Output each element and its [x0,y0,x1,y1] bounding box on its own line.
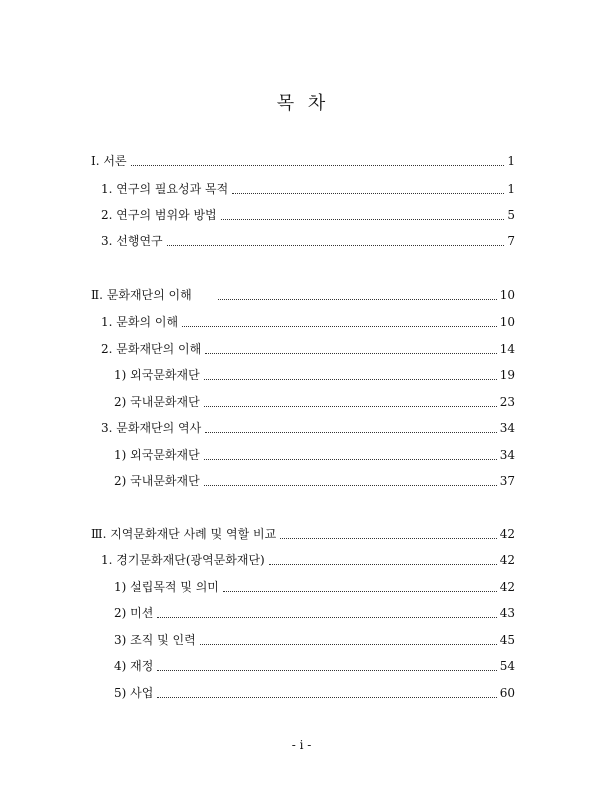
toc-entry-page: 43 [499,606,515,620]
toc-entry-label: 1. 문화의 이해 [101,315,179,329]
toc-entry-page: 7 [507,234,515,248]
toc-entry-label: Ⅱ. 문화재단의 이해 [91,288,192,302]
dot-leader [221,218,505,220]
toc-entry-label: 3. 문화재단의 역사 [101,421,202,435]
toc-entry-label: 1) 외국문화재단 [114,448,200,462]
toc-entry-page: 5 [507,208,515,222]
toc-entry-3-1-2[interactable] [114,605,515,621]
toc-entry-page: 45 [499,633,515,647]
toc-entry-3-1[interactable] [101,552,515,568]
toc-entry-2-2[interactable] [101,341,515,357]
toc-entry-label: 2. 문화재단의 이해 [101,342,202,356]
toc-entry-label: 1. 연구의 필요성과 목적 [101,182,229,196]
page-number-footer: - i - [291,738,312,752]
dot-leader [182,325,497,327]
toc-entry-page: 37 [499,474,515,488]
toc-entry-chapter-1[interactable] [91,153,515,169]
dot-leader [204,458,497,460]
toc-entry-page: 14 [499,342,515,356]
toc-entry-label: 2) 국내문화재단 [114,395,200,409]
dot-leader [204,484,497,486]
toc-entry-label: Ⅲ. 지역문화재단 사례 및 역할 비교 [91,527,277,541]
toc-entry-page: 42 [499,553,515,567]
toc-entry-label: 1) 외국문화재단 [114,368,200,382]
dot-leader [157,616,496,618]
dot-leader [167,244,505,246]
dot-leader [131,164,505,166]
toc-entry-1-3[interactable] [101,233,515,249]
dot-leader [280,537,497,539]
toc-entry-label: 4) 재정 [114,659,154,673]
toc-entry-page: 10 [499,315,515,329]
toc-entry-2-3-1[interactable] [114,447,515,463]
toc-entry-2-2-2[interactable] [114,394,515,410]
toc-entry-label: 3) 조직 및 인력 [114,633,196,647]
toc-entry-2-1[interactable] [101,314,515,330]
dot-leader [157,696,496,698]
toc-entry-chapter-3[interactable] [91,526,515,542]
toc-entry-2-3[interactable] [101,420,515,436]
toc-entry-label: 5) 사업 [114,686,154,700]
dot-leader [200,643,497,645]
dot-leader [205,431,496,433]
toc-entry-chapter-2[interactable] [91,287,515,303]
toc-entry-3-1-5[interactable] [114,685,515,701]
toc-entry-page: 42 [499,527,515,541]
toc-entry-label: 3. 선행연구 [101,234,163,248]
toc-entry-page: 60 [499,686,515,700]
dot-leader [232,192,504,194]
toc-entry-page: 23 [499,395,515,409]
toc-entry-3-1-4[interactable] [114,658,515,674]
toc-entry-page: 42 [499,580,515,594]
toc-entry-1-2[interactable] [101,207,515,223]
dot-leader [223,590,497,592]
toc-entry-3-1-1[interactable] [114,579,515,595]
toc-entry-2-3-2[interactable] [114,473,515,489]
dot-leader [269,563,497,565]
toc-entry-page: 34 [499,448,515,462]
toc-entry-label: Ⅰ. 서론 [91,154,127,168]
toc-entry-page: 54 [499,659,515,673]
dot-leader [204,378,497,380]
toc-entry-label: 1) 설립목적 및 의미 [114,580,219,594]
toc-entry-label: 1. 경기문화재단(광역문화재단) [101,553,265,567]
toc-entry-page: 10 [499,288,515,302]
toc-entry-page: 1 [507,154,515,168]
dot-leader [218,298,497,300]
toc-entry-page: 19 [499,368,515,382]
toc-entry-3-1-3[interactable] [114,632,515,648]
dot-leader [204,405,497,407]
dot-leader [157,669,496,671]
page-title: 목 차 [276,93,327,114]
toc-entry-label: 2) 미션 [114,606,154,620]
toc-entry-page: 34 [499,421,515,435]
toc-entry-label: 2) 국내문화재단 [114,474,200,488]
toc-entry-2-2-1[interactable] [114,367,515,383]
toc-entry-1-1[interactable] [101,181,515,197]
toc-entry-page: 1 [507,182,515,196]
toc-entry-label: 2. 연구의 범위와 방법 [101,208,217,222]
dot-leader [205,352,496,354]
